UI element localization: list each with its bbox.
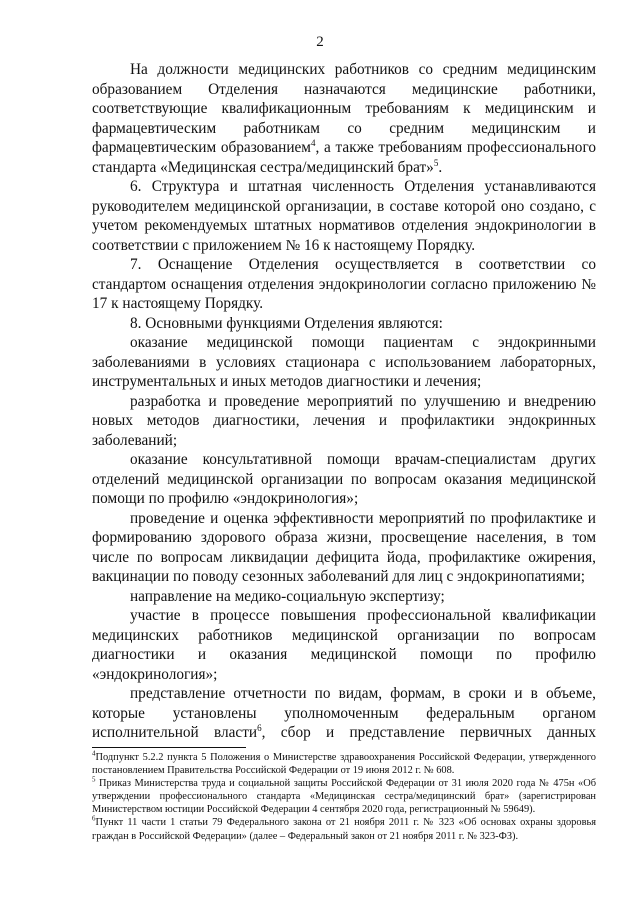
paragraph-text: представление отчетности по видам, формам, в сроки и в объеме, которые установлены уполномоченным федеральным органом исполнительной власти	[92, 685, 596, 741]
footnote-4	[92, 751, 596, 777]
footnote-text: Пункт 11 части 1 статьи 79 Федерального закона от 21 ноября 2011 г. № 323 «Об основах охраны здоровья граждан в Российской Федерации» (далее – Федеральный закон от 21 ноября 2011 г. № 323-ФЗ).	[92, 817, 596, 842]
footnote-mark: 4	[92, 749, 96, 758]
footnote-mark: 5	[92, 775, 96, 784]
function-item: проведение и оценка эффективности мероприятий по профилактике и формированию здорового образа жизни, просвещение населения, в том числе по вопросам ликвидации дефицита йода, профилактике ожирения, вакцинации по поводу сезонных заболеваний для лиц с эндокринопатиями;	[92, 509, 596, 585]
footnote-5	[92, 777, 596, 816]
paragraph-item-6: 6. Структура и штатная численность Отделения устанавливаются руководителем медицинской организации, в составе которой оно создано, с учетом рекомендуемых штатных нормативов отделения эндокринологии в соответствии с приложением № 16 к настоящему Порядку.	[92, 178, 596, 254]
footnote-ref: 5	[433, 157, 439, 168]
footnote-ref: 4	[310, 137, 316, 148]
function-item	[92, 684, 596, 743]
function-item: направление на медико-социальную экспертизу;	[130, 587, 445, 605]
paragraph-text: , сбор и представление первичных данных	[261, 724, 596, 741]
function-item: разработка и проведение мероприятий по улучшению и внедрению новых методов диагностики, лечения и профилактики эндокринных заболеваний;	[92, 392, 596, 449]
paragraph-text: На должности медицинских работников со средним медицинским образованием Отделения назначаются медицинские работники, соответствующие квалификационным требованиям к медицинским и фармацевтическим работникам со средним медицинским и фармацевтическим образованием	[92, 61, 596, 156]
footnote-text: Подпункт 5.2.2 пункта 5 Положения о Министерстве здравоохранения Российской Федерации, утвержденного постановлением Правительства Российской Федерации от 19 июня 2012 г. № 608.	[92, 752, 596, 777]
footnote-6	[92, 816, 596, 842]
footnote-ref: 6	[257, 722, 262, 733]
footnotes	[92, 751, 596, 843]
function-item: участие в процессе повышения профессиональной квалификации медицинских работников медицинской организации по вопросам диагностики и оказания медицинской помощи по профилю «эндокринология»;	[92, 607, 596, 683]
function-item: оказание медицинской помощи пациентам с эндокринными заболеваниями в условиях стационара с использованием лабораторных, инструментальных и иных методов диагностики и лечения;	[92, 334, 596, 390]
paragraph-item-7: 7. Оснащение Отделения осуществляется в соответствии со стандартом оснащения отделения эндокринологии согласно приложению № 17 к настоящему Порядку.	[92, 256, 596, 312]
document-body	[92, 60, 596, 743]
page-number: 2	[316, 34, 324, 50]
paragraph-medical-staff-requirements	[92, 60, 596, 177]
footnote-mark: 6	[92, 815, 96, 823]
paragraph-text: , а также требованиям профессионального стандарта «Медицинская сестра/медицинский брат»	[92, 139, 596, 176]
paragraph-text: .	[438, 158, 443, 176]
function-item: оказание консультативной помощи врачам-специалистам других отделений медицинской организации по вопросам оказания медицинской помощи по профилю «эндокринология»;	[92, 451, 596, 507]
paragraph-item-8: 8. Основными функциями Отделения являются:	[130, 314, 443, 332]
footnote-separator	[92, 747, 246, 748]
footnote-text: Приказ Министерства труда и социальной защиты Российской Федерации от 31 июля 2020 года № 475н «Об утверждении профессионального стандарта «Медицинская сестра/медицинский брат» (зарегистрирован Министерством юстиции Российской Федерации 4 сентября 2020 года, регистрационный № 59649).	[92, 778, 596, 816]
